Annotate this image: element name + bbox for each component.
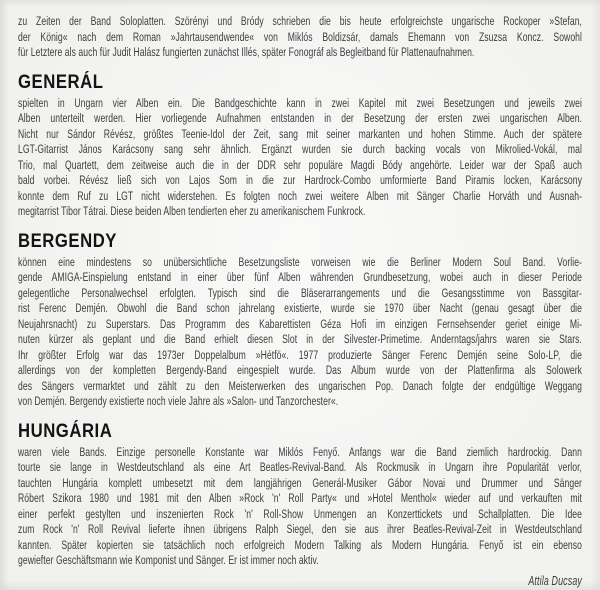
- section-bergendy-lines: [18, 255, 582, 410]
- intro-lines: [18, 14, 582, 61]
- text-line: tauchten Hungária komplett umbesetzt mit dem langjährigen Generál-Musiker Gábor Novai und Drummer und Sänger: [18, 475, 582, 490]
- text-line: Róbert Szikora 1980 und 1981 mit den Alben »Rock 'n' Roll Party« und »Hotel Menthol« wieder auf und verkauften mit: [18, 491, 582, 505]
- text-line: konnte dem Ruf zu LGT nicht widerstehen. Es folgten noch zwei weitere Alben mit Sänger Charlie Horváth und Ausnah-: [18, 188, 582, 203]
- text-line: für Letztere als auch für Judit Halász fungierten zunächst Illés, später Fonográf als Begleitband für Plattenaufnahmen.: [18, 45, 475, 59]
- text-line: des Sängers vermarktet und zählt zu den Meisterwerken des ungarischen Pop. Danach folgte der endgültige Weggang: [18, 378, 582, 393]
- text-line: kannten. Später kopierten sie tatsächlich noch erfolgreich Modern Talking als Modern Hungária. Fenyő ist ein ebenso: [18, 537, 582, 552]
- text-line: einer perfekt gestylten und inszenierten Rock 'n' Roll-Show Unmengen an Konzerttickets und Schallplatten. Die Idee: [18, 506, 582, 521]
- author-signature: Attila Ducsay: [528, 573, 582, 588]
- text-line: nuten kürzer als geplant und die Band erhielt diesen Slot in der Silvester-Primetime. Anderntags/jahrs waren sie Stars.: [18, 332, 582, 346]
- text-line: gende AMIGA-Einspielung entstand in einer über fünf Alben währenden Grundbesetzung, wobei auch in dieser Periode: [18, 270, 582, 284]
- text-line: zu Zeiten der Band Soloplatten. Szörényi und Bródy schrieben die bis heute erfolgreichste ungarische Rockoper »Stefan,: [18, 14, 582, 28]
- text-line: Trio, mal Quartett, dem zeitweise auch die in der DDR sehr populäre Magdi Bódy angehörte. Leider war der Spaß auch: [18, 157, 582, 172]
- text-line: rist Ferenc Demjén. Obwohl die Band schon jahrelang existierte, wurde sie 1970 über Nacht (genau gesagt über die: [18, 301, 582, 315]
- text-line: bald vorbei. Révész ließ sich von Lajos Som in die zur Hardrock-Combo umformierte Band Piramis locken, Karácsony: [18, 173, 582, 187]
- section-general: [18, 73, 600, 220]
- text-line: megitarrist Tibor Tátrai. Diese beiden Alben tendierten eher zu amerikanischem Funkrock.: [18, 204, 366, 218]
- text-line: allerdings von der kompletten Bergendy-Band eingespielt wurde. Das Album wurde von der Plattenfirma als Solowerk: [18, 363, 582, 377]
- signature-row: [18, 572, 582, 590]
- text-line: LGT-Gitarrist János Karácsony sang sehr ähnlich. Ergänzt wurden sie durch backing vocals von Mikrolied-Vokál, mal: [18, 142, 582, 156]
- section-bergendy: [18, 232, 600, 410]
- text-line: waren viele Bands. Einzige personelle Konstante war Miklós Fenyő. Anfangs war die Band ziemlich hardrockig. Dann: [18, 444, 582, 459]
- text-line: gewiefter Geschäftsmann wie Komponist und Sänger. Er ist immer noch aktiv.: [18, 553, 319, 567]
- section-heading-bergendy: BERGENDY: [18, 230, 117, 252]
- text-line: Neujahrsnacht) zu Superstars. Das Programm des Kabarettisten Géza Hofi im einzigen Fernsehsender geriet einige Mi-: [18, 316, 582, 331]
- text-line: zum Rock 'n' Roll Revival lieferte ihnen übrigens Ralph Siegel, den sie aus ihrer Beatles-Revival-Zeit in Westdeutschland: [18, 522, 582, 536]
- text-line: Alben unterteilt werden. Hier vorliegende Aufnahmen entstanden in der Besetzung der ersten zwei ungarischen Alben.: [18, 111, 582, 125]
- text-line: spielten in Ungarn vier Alben ein. Die Bandgeschichte kann in zwei Kapitel mit zwei Besetzungen und jeweils zwei: [18, 95, 582, 110]
- text-line: der König« nach dem Roman »Jahrtausendwende« von Miklós Boldizsár, damals Ehemann von Zsuzsa Koncz. Sowohl: [18, 29, 582, 44]
- text-line: von Demjén. Bergendy existierte noch viele Jahre als »Salon- und Tanzorchester«.: [18, 394, 339, 408]
- text-line: gelegentliche Personalwechsel erfolgten. Typisch sind die Bläserarrangements und die Gesangsstimme von Bassgitar-: [18, 285, 582, 300]
- intro-paragraph: [18, 14, 600, 61]
- section-heading-hungaria: HUNGÁRIA: [18, 420, 113, 442]
- text-line: tourte sie lange in Westdeutschland als eine Art Beatles-Revival-Band. Als Rockmusik in Ungarn ihre Popularität verlor,: [18, 460, 582, 474]
- text-line: können eine mindestens so unübersichtliche Besetzungsliste vorweisen wie die Berliner Modern Soul Band. Vorlie-: [18, 254, 582, 269]
- text-line: Nicht nur Sándor Révész, größtes Teenie-Idol der Zeit, sang mit seiner markanten und hohen Stimme. Auch der spätere: [18, 126, 582, 141]
- section-general-lines: [18, 96, 582, 220]
- section-hungaria: [18, 422, 600, 569]
- section-hungaria-lines: [18, 445, 582, 569]
- section-heading-general: GENERÁL: [18, 71, 104, 93]
- text-line: Ihr größter Erfolg war das 1973er Doppelalbum »Hétfö«. 1977 produzierte Sänger Ferenc Demjén seine Solo-LP, die: [18, 347, 582, 362]
